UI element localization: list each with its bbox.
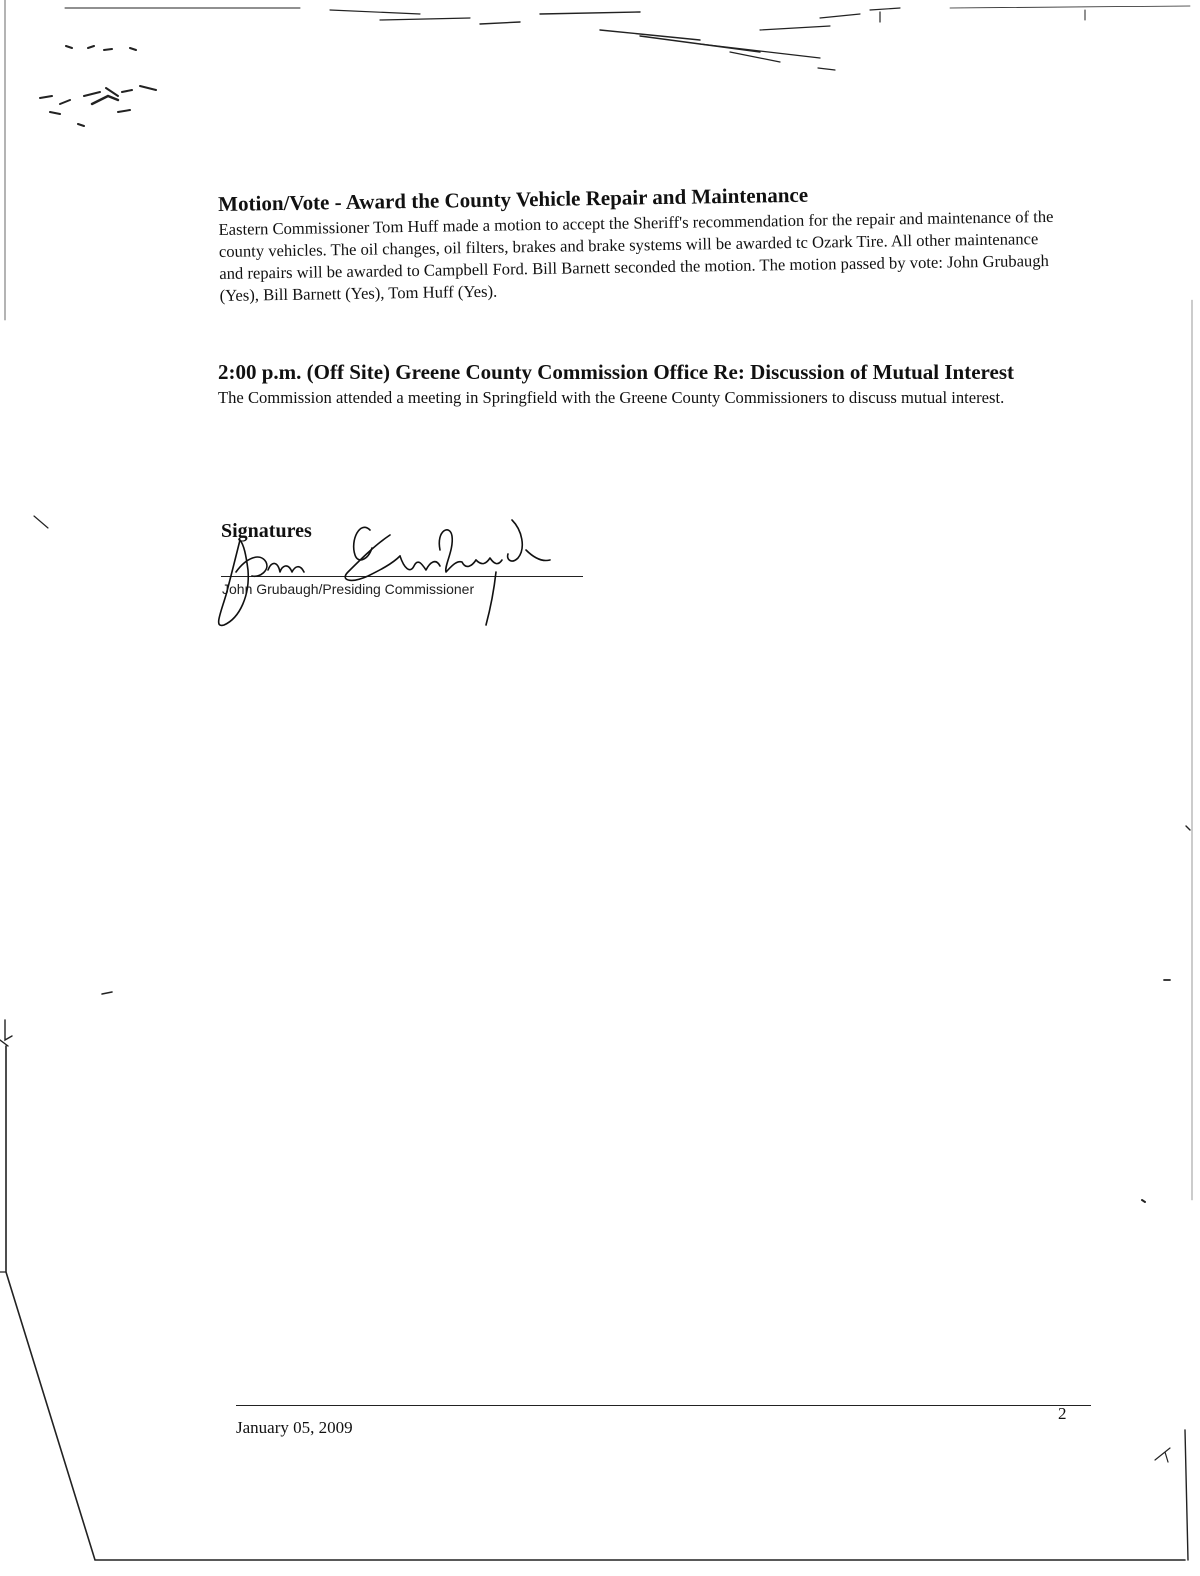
section-vehicle-repair-motion	[218, 179, 1060, 307]
section-heading: Motion/Vote - Award the County Vehicle Repair and Maintenance	[218, 182, 809, 216]
handwritten-signature	[200, 500, 600, 640]
signatures-heading: Signatures	[221, 520, 312, 542]
footer-rule	[236, 1405, 1091, 1406]
section-greene-county-meeting	[218, 360, 1058, 409]
section-body: The Commission attended a meeting in Springfield with the Greene County Commissioners to discuss mutual interest.	[218, 388, 1005, 407]
page-number: 2	[1058, 1404, 1067, 1423]
section-body: Eastern Commissioner Tom Huff made a motion to accept the Sheriff's recommendation for the repair and maintenance of the county vehicles. The oil changes, oil filters, brakes and brake systems will be awarded tc Ozark Tire. All other maintenance and repairs will be awarded to Campbell Ford. Bill Barnett seconded the motion. The motion passed by vote: John Grubaugh (Yes), Bill Barnett (Yes), Tom Huff (Yes).	[218, 206, 1054, 305]
footer-date: January 05, 2009	[236, 1418, 353, 1437]
signer-name: John Grubaugh/Presiding Commissioner	[222, 581, 475, 597]
section-heading: 2:00 p.m. (Off Site) Greene County Commission Office Re: Discussion of Mutual Interest	[218, 360, 1014, 384]
